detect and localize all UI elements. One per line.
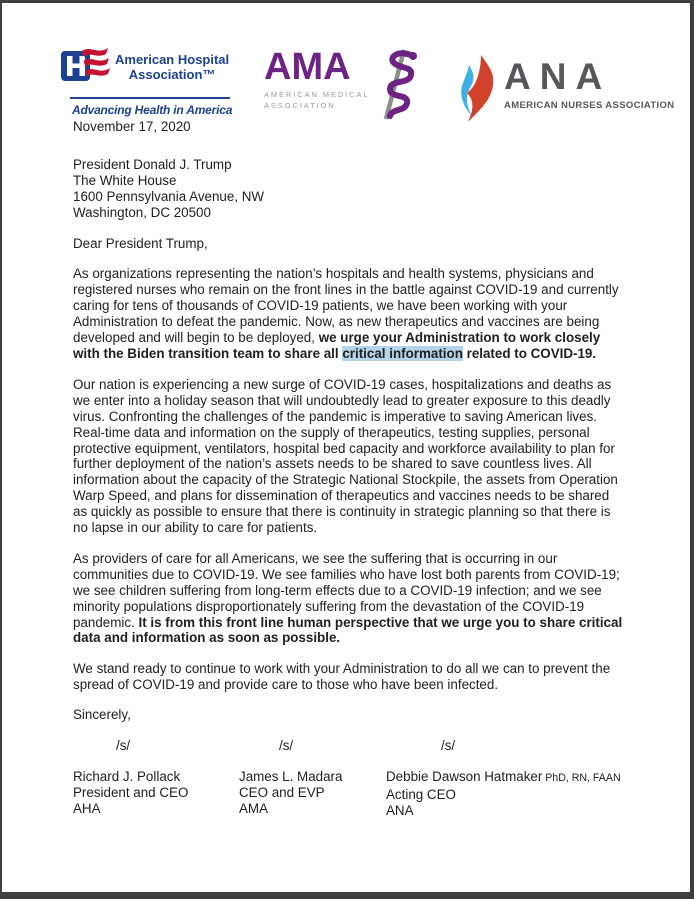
letter-paragraphs bbox=[73, 266, 626, 693]
signature-mark: /s/ bbox=[441, 738, 456, 754]
aha-name-line2: Association™ bbox=[128, 67, 216, 82]
aha-tagline: Advancing Health in America bbox=[72, 103, 233, 117]
closing: Sincerely, bbox=[73, 707, 131, 723]
aha-name-line1: American Hospital bbox=[115, 52, 230, 67]
ana-logo bbox=[460, 55, 674, 123]
signature-block bbox=[73, 769, 239, 819]
signer-title: President and CEO bbox=[73, 784, 189, 800]
letter-body bbox=[73, 119, 626, 819]
signature-columns bbox=[73, 769, 626, 819]
signature-mark-cell bbox=[386, 738, 626, 754]
signer-title: CEO and EVP bbox=[239, 784, 325, 800]
letter-date: November 17, 2020 bbox=[73, 119, 191, 134]
recipient-line: President Donald J. Trump bbox=[73, 156, 232, 172]
ana-flame-icon bbox=[460, 55, 498, 123]
paragraph-text: It is from this front line human perspective that we urge you to share critical data and information as soon as possible. bbox=[73, 614, 623, 646]
signer-org: ANA bbox=[386, 802, 414, 818]
recipient-line: The White House bbox=[73, 172, 177, 188]
signature-mark: /s/ bbox=[116, 738, 131, 754]
signer-title: Acting CEO bbox=[386, 786, 456, 802]
ama-caduceus-icon bbox=[361, 47, 419, 121]
letter-paragraph bbox=[73, 551, 626, 646]
letter-paragraph bbox=[73, 377, 626, 536]
paragraph-text: As providers of care for all Americans, we see the suffering that is occurring in our communities due to COVID-19. We see families who have lost both parents from COVID-19; we see children suffering from long-term effects due to a COVID-19 infection; and we see minority populations disproportionately suffering from the devastation of the COVID-19 pandemic. bbox=[73, 550, 620, 630]
signer-org: AHA bbox=[73, 800, 101, 816]
paragraph-text: We stand ready to continue to work with your Administration to do all we can to prevent the spread of COVID-19 and provide care to those who have been infected. bbox=[73, 661, 611, 693]
ama-subtitle-line1: AMERICAN MEDICAL bbox=[264, 90, 370, 99]
paragraph-text: we urge your Administration to work closely with the Biden transition team to share all bbox=[73, 330, 601, 361]
letter-paragraph bbox=[73, 661, 626, 693]
highlighted-text: critical information bbox=[342, 345, 463, 361]
ana-acronym: ANA bbox=[504, 56, 612, 97]
paragraph-text: related to COVID-19. bbox=[462, 345, 597, 361]
signer-org: AMA bbox=[239, 800, 269, 816]
signature-mark-cell bbox=[73, 738, 239, 754]
aha-logo bbox=[60, 45, 236, 117]
letter-paragraph bbox=[73, 266, 626, 361]
signature-block bbox=[239, 769, 386, 819]
recipient-line: Washington, DC 20500 bbox=[73, 204, 211, 220]
aha-divider bbox=[70, 97, 230, 99]
recipient-line: 1600 Pennsylvania Avenue, NW bbox=[73, 188, 265, 204]
signer-credentials: PhD, RN, FAAN bbox=[542, 772, 621, 784]
signer-name: James L. Madara bbox=[239, 769, 343, 784]
paragraph-text: Our nation is experiencing a new surge of COVID-19 cases, hospitalizations and deaths as we enter into a holiday season that will undoubtedly lead to greater exposure to this deadly virus. Confronting the challenges of the pandemic is imperative to saving American lives. Real-time data and information on the supply of therapeutics, testing supplies, personal protective equipment, ventilators, hospital bed capacity and workforce availability to plan for further deployment of the nation’s assets needs to be shared to save countless lives. All information about the capacity of the Strategic National Stockpile, the assets from Operation Warp Speed, and plans for dissemination of therapeutics and vaccines needs to be shared as quickly as possible to ensure that there is continuity in strategic planning so that there is no lapse in our ability to care for patients. bbox=[73, 376, 618, 536]
salutation: Dear President Trump, bbox=[73, 235, 208, 251]
ama-logo bbox=[264, 46, 419, 121]
signature-block bbox=[386, 769, 626, 819]
logo-header bbox=[2, 3, 690, 125]
ama-acronym: AMA bbox=[264, 46, 351, 88]
aha-hospital-flag-icon bbox=[60, 45, 112, 91]
signature-marks-row bbox=[73, 738, 626, 754]
paragraph-text: As organizations representing the nation’s hospitals and health systems, physicians and registered nurses who remain on the front lines in the battle against COVID-19 and currently caring for tens of thousands of COVID-19 patients, we have been working with your Administration to defeat the pandemic. Now, as new therapeutics and vaccines are being developed and will begin to be deployed, bbox=[73, 266, 619, 346]
recipient-block bbox=[73, 157, 626, 221]
ama-subtitle-line2: ASSOCIATION bbox=[264, 100, 336, 110]
signature-mark: /s/ bbox=[279, 738, 294, 754]
signature-mark-cell bbox=[239, 738, 386, 754]
signer-name: Debbie Dawson Hatmaker PhD, RN, FAAN bbox=[386, 769, 621, 784]
ana-subtitle: AMERICAN NURSES ASSOCIATION bbox=[504, 100, 675, 111]
signer-name: Richard J. Pollack bbox=[73, 769, 181, 784]
